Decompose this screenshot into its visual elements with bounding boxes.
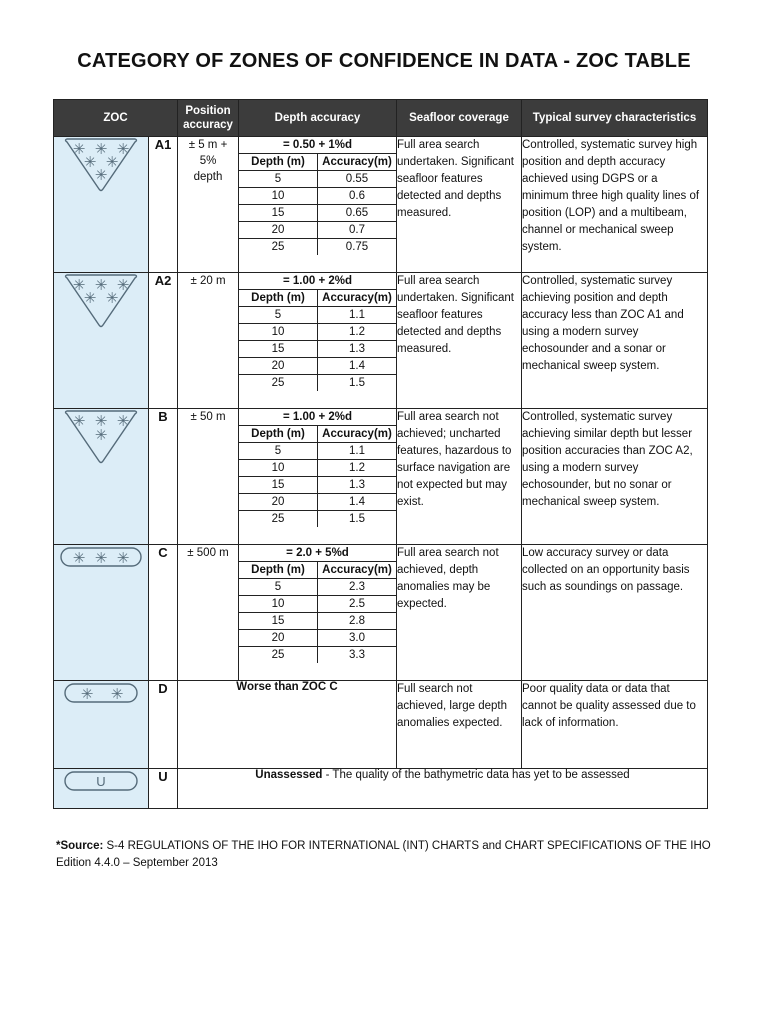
zoc-c-depth-accuracy (239, 545, 397, 681)
zoc-row-c (54, 545, 708, 681)
accuracy-value: 0.65 (318, 205, 397, 222)
subheader-accuracy: Accuracy(m) (318, 426, 397, 443)
zoc-b-depth-accuracy (239, 409, 397, 545)
zoc-c-position: ± 500 m (178, 545, 239, 681)
zoc-d-description: Worse than ZOC C (178, 681, 397, 769)
table-header-row (54, 100, 708, 137)
subheader-depth: Depth (m) (239, 154, 318, 171)
zoc-a1-symbol (54, 137, 149, 273)
subheader-accuracy: Accuracy(m) (318, 562, 397, 579)
zoc-table (53, 99, 708, 809)
svg-text:✳: ✳ (110, 685, 124, 703)
accuracy-value: 0.7 (318, 222, 397, 239)
zoc-a2-code: A2 (149, 273, 178, 409)
zoc-c-typical: Low accuracy survey or data collected on an opportunity basis such as soundings on passage. (522, 545, 708, 681)
depth-formula: = 1.00 + 2%d (239, 273, 396, 290)
zoc-c-ellipse-three-stars-icon (59, 545, 143, 569)
depth-accuracy-subtable (239, 273, 396, 391)
zoc-u-symbol (54, 769, 149, 809)
accuracy-value: 1.5 (318, 375, 397, 392)
zoc-a1-code: A1 (149, 137, 178, 273)
zoc-u-description (178, 769, 708, 809)
accuracy-value: 1.3 (318, 477, 397, 494)
zoc-u-code: U (149, 769, 178, 809)
depth-value: 25 (239, 239, 318, 256)
svg-text:✳: ✳ (72, 412, 86, 430)
svg-text:✳: ✳ (116, 412, 130, 430)
accuracy-value: 1.1 (318, 307, 397, 324)
zoc-a2-depth-accuracy (239, 273, 397, 409)
header-depth-accuracy: Depth accuracy (239, 100, 397, 137)
svg-text:✳: ✳ (94, 166, 108, 184)
zoc-a1-triangle-six-stars-icon (61, 137, 141, 193)
subheader-accuracy: Accuracy(m) (318, 290, 397, 307)
zoc-a2-triangle-five-stars-icon (61, 273, 141, 329)
zoc-d-seafloor: Full search not achieved, large depth anomalies expected. (397, 681, 522, 769)
accuracy-value: 1.1 (318, 443, 397, 460)
zoc-a2-seafloor: Full area search undertaken. Significant seafloor features detected and depths measured. (397, 273, 522, 409)
zoc-d-symbol (54, 681, 149, 769)
depth-value: 25 (239, 375, 318, 392)
depth-value: 5 (239, 171, 318, 188)
depth-value: 15 (239, 613, 318, 630)
depth-value: 25 (239, 511, 318, 528)
svg-text:✳: ✳ (72, 140, 86, 158)
zoc-a2-position: ± 20 m (178, 273, 239, 409)
position-line: depth (193, 171, 223, 183)
svg-text:✳: ✳ (80, 685, 94, 703)
svg-text:✳: ✳ (105, 153, 119, 171)
zoc-c-code: C (149, 545, 178, 681)
depth-value: 5 (239, 579, 318, 596)
zoc-c-seafloor: Full area search not achieved, depth anomalies may be expected. (397, 545, 522, 681)
zoc-d-code: D (149, 681, 178, 769)
depth-value: 10 (239, 460, 318, 477)
zoc-b-symbol (54, 409, 149, 545)
zoc-c-symbol (54, 545, 149, 681)
accuracy-value: 1.2 (318, 460, 397, 477)
depth-value: 5 (239, 307, 318, 324)
header-position-accuracy: Position accuracy (178, 100, 239, 137)
depth-value: 10 (239, 188, 318, 205)
depth-value: 20 (239, 494, 318, 511)
zoc-u-ellipse-icon (61, 769, 141, 793)
subheader-depth: Depth (m) (239, 562, 318, 579)
subheader-depth: Depth (m) (239, 290, 318, 307)
zoc-a1-typical: Controlled, systematic survey high position and depth accuracy achieved using DGPS or a minimum three high quality lines of position (LOP) and a multibeam, channel or mechanical sweep system. (522, 137, 708, 273)
zoc-b-triangle-four-stars-icon (61, 409, 141, 465)
svg-text:✳: ✳ (116, 549, 130, 567)
svg-text:✳: ✳ (94, 426, 108, 444)
source-label: *Source: (56, 840, 104, 852)
source-note (56, 838, 716, 872)
accuracy-value: 1.5 (318, 511, 397, 528)
svg-text:✳: ✳ (94, 412, 108, 430)
depth-value: 25 (239, 647, 318, 664)
subheader-accuracy: Accuracy(m) (318, 154, 397, 171)
page-title: CATEGORY OF ZONES OF CONFIDENCE IN DATA - ZOC TABLE (77, 50, 691, 72)
depth-value: 20 (239, 358, 318, 375)
zoc-a1-position (178, 137, 239, 273)
svg-text:✳: ✳ (116, 276, 130, 294)
depth-value: 20 (239, 222, 318, 239)
svg-text:✳: ✳ (94, 276, 108, 294)
zoc-b-seafloor: Full area search not achieved; uncharted features, hazardous to surface navigation are not expected but may exist. (397, 409, 522, 545)
zoc-b-typical: Controlled, systematic survey achieving similar depth but lesser position accuracies than ZOC A2, using a modern survey echosounder, but no sonar or mechanical sweep system. (522, 409, 708, 545)
unassessed-text: - The quality of the bathymetric data has yet to be assessed (322, 769, 630, 781)
unassessed-label: Unassessed (255, 769, 323, 781)
accuracy-value: 1.4 (318, 494, 397, 511)
accuracy-value: 0.75 (318, 239, 397, 256)
depth-formula: = 0.50 + 1%d (239, 137, 396, 154)
zoc-b-code: B (149, 409, 178, 545)
depth-accuracy-subtable (239, 409, 396, 527)
zoc-row-d (54, 681, 708, 769)
depth-accuracy-subtable (239, 545, 396, 663)
header-seafloor-coverage: Seafloor coverage (397, 100, 522, 137)
depth-value: 15 (239, 205, 318, 222)
zoc-d-typical: Poor quality data or data that cannot be quality assessed due to lack of information. (522, 681, 708, 769)
depth-value: 10 (239, 596, 318, 613)
depth-value: 20 (239, 630, 318, 647)
depth-formula: = 2.0 + 5%d (239, 545, 396, 562)
zoc-d-ellipse-two-stars-icon (63, 681, 139, 705)
svg-text:✳: ✳ (105, 289, 119, 307)
svg-text:✳: ✳ (83, 153, 97, 171)
svg-text:✳: ✳ (116, 140, 130, 158)
zoc-row-b (54, 409, 708, 545)
zoc-a1-seafloor: Full area search undertaken. Significant seafloor features detected and depths measured. (397, 137, 522, 273)
accuracy-value: 0.6 (318, 188, 397, 205)
accuracy-value: 3.3 (318, 647, 397, 664)
subheader-depth: Depth (m) (239, 426, 318, 443)
header-typical-survey: Typical survey characteristics (522, 100, 708, 137)
depth-accuracy-subtable (239, 137, 396, 255)
position-line: 5% (199, 155, 217, 167)
svg-text:✳: ✳ (94, 549, 108, 567)
accuracy-value: 2.8 (318, 613, 397, 630)
depth-value: 5 (239, 443, 318, 460)
accuracy-value: 0.55 (318, 171, 397, 188)
zoc-row-a2 (54, 273, 708, 409)
zoc-a1-depth-accuracy (239, 137, 397, 273)
depth-value: 15 (239, 341, 318, 358)
svg-text:✳: ✳ (94, 140, 108, 158)
source-text: S-4 REGULATIONS OF THE IHO FOR INTERNATIONAL (INT) CHARTS and CHART SPECIFICATIONS OF THE IHO Edition 4.4.0 – September 2013 (56, 840, 711, 869)
accuracy-value: 1.2 (318, 324, 397, 341)
zoc-a2-typical: Controlled, systematic survey achieving position and depth accuracy less than ZOC A1 and using a modern survey echosounder and a sonar or mechanical sweep system. (522, 273, 708, 409)
depth-value: 10 (239, 324, 318, 341)
zoc-b-position: ± 50 m (178, 409, 239, 545)
zoc-a2-symbol (54, 273, 149, 409)
svg-text:✳: ✳ (72, 549, 86, 567)
depth-formula: = 1.00 + 2%d (239, 409, 396, 426)
accuracy-value: 1.4 (318, 358, 397, 375)
header-zoc: ZOC (54, 100, 178, 137)
zoc-row-u (54, 769, 708, 809)
depth-value: 15 (239, 477, 318, 494)
accuracy-value: 2.3 (318, 579, 397, 596)
accuracy-value: 2.5 (318, 596, 397, 613)
zoc-row-a1 (54, 137, 708, 273)
accuracy-value: 3.0 (318, 630, 397, 647)
svg-text:✳: ✳ (83, 289, 97, 307)
svg-text:✳: ✳ (72, 276, 86, 294)
zoc-u-symbol-letter: U (96, 774, 106, 789)
accuracy-value: 1.3 (318, 341, 397, 358)
position-line: ± 5 m + (188, 139, 228, 151)
